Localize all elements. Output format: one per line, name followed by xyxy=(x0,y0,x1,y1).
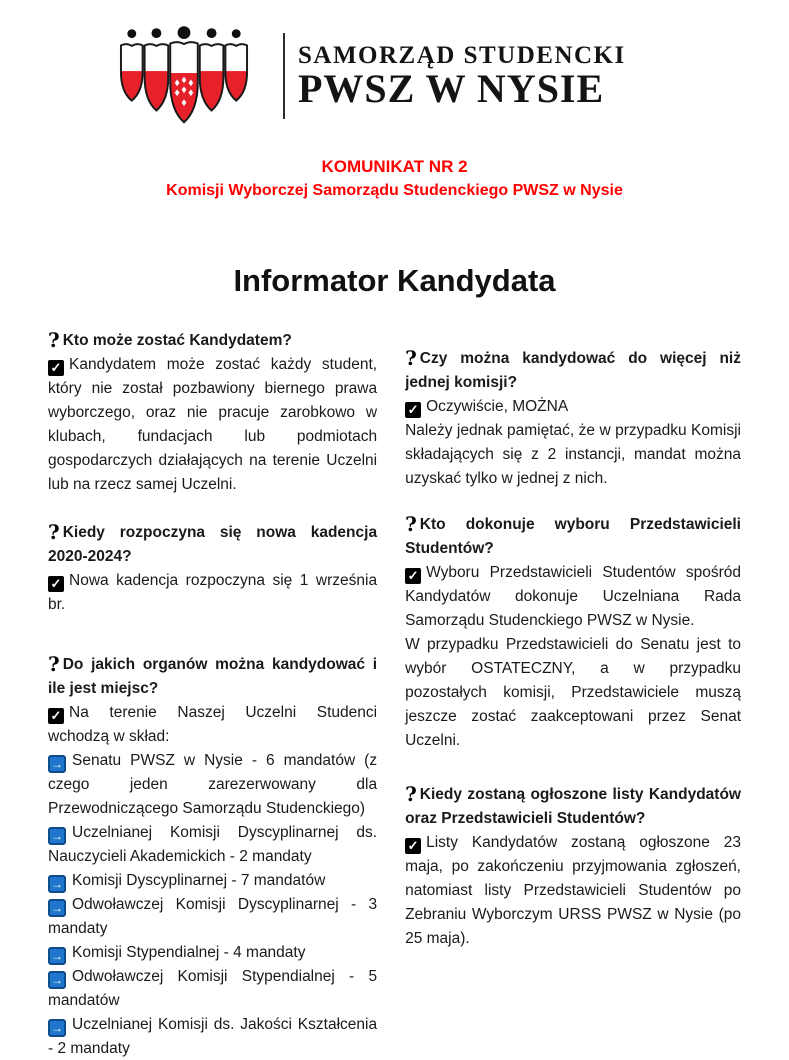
answer-text: Wyboru Przedstawicieli Studentów spośród Kandydatów dokonuje Uczelniana Rada Samorządu Studenckiego PWSZ w Nysie. xyxy=(405,564,741,629)
list-item-text: Odwoławczej Komisji Stypendialnej - 5 mandatów xyxy=(48,968,378,1009)
list-item xyxy=(48,1013,377,1060)
list-item-text: Uczelnianej Komisji Dyscyplinarnej ds. Nauczycieli Akademickich - 2 mandaty xyxy=(48,824,378,865)
notice-subtitle: Komisji Wyborczej Samorządu Studenckiego PWSZ w Nysie xyxy=(166,182,623,199)
question-text: Czy można kandydować do więcej niż jednej komisji? xyxy=(405,350,741,391)
question-text: Kto dokonuje wyboru Przedstawicieli Studentów? xyxy=(405,516,741,557)
answer-paragraph xyxy=(48,701,377,749)
question-heading xyxy=(48,653,377,701)
content-columns xyxy=(48,329,741,1060)
checkbox-icon: ✓ xyxy=(405,568,421,584)
list-item xyxy=(48,893,377,941)
notice-header xyxy=(0,157,789,200)
answer-paragraph xyxy=(405,831,741,951)
arrow-icon: → xyxy=(48,947,66,965)
header-logo xyxy=(118,25,789,127)
notice-title: KOMUNIKAT NR 2 xyxy=(321,157,468,176)
arrow-icon: → xyxy=(48,971,66,989)
answer-paragraph xyxy=(405,561,741,633)
page-title: Informator Kandydata xyxy=(233,263,556,298)
answer-paragraph xyxy=(48,569,377,617)
section-who-can-be-candidate xyxy=(48,329,377,497)
question-mark-icon: ? xyxy=(405,346,417,370)
logo-text xyxy=(298,42,626,110)
question-text: Do jakich organów można kandydować i ile jest miejsc? xyxy=(48,656,378,697)
answer-text: Listy Kandydatów zostaną ogłoszone 23 maja, po zakończeniu przyjmowania zgłoszeń, natomiast listy Przedstawicieli Studentów po Zebraniu Wyborczym URSS PWSZ w Nysie (po 25 maja). xyxy=(405,834,741,947)
answer-paragraph xyxy=(48,353,377,497)
section-multiple-commissions xyxy=(405,347,741,491)
section-new-term xyxy=(48,521,377,617)
arrow-icon: → xyxy=(48,1019,66,1037)
question-text: Kiedy rozpoczyna się nowa kadencja 2020-2024? xyxy=(48,524,378,565)
answer-text: Kandydatem może zostać każdy student, który nie został pozbawiony biernego prawa wyborczego, oraz nie pracuje zarobkowo w klubach, fundacjach lub podmiotach gospodarczych działających na terenie Uczelni lub na rzecz samej Uczelni. xyxy=(48,356,378,493)
question-heading xyxy=(405,783,741,831)
list-item xyxy=(48,869,377,893)
arrow-icon: → xyxy=(48,875,66,893)
logo-divider xyxy=(283,33,285,119)
logo-org-name: SAMORZĄD STUDENCKI xyxy=(298,41,626,69)
section-bodies-and-seats xyxy=(48,653,377,1060)
arrow-icon: → xyxy=(48,755,66,773)
section-who-elects-representatives xyxy=(405,513,741,753)
checkbox-icon: ✓ xyxy=(48,360,64,376)
answer-paragraph-2: Należy jednak pamiętać, że w przypadku Komisji składających się z 2 instancji, mandat można uzyskać tylko w jednej z nich. xyxy=(405,422,741,487)
right-column xyxy=(405,329,741,1060)
question-heading xyxy=(405,513,741,561)
section-when-lists-announced xyxy=(405,783,741,951)
crest-shields-icon xyxy=(118,25,250,127)
arrow-icon: → xyxy=(48,827,66,845)
checkbox-icon: ✓ xyxy=(405,838,421,854)
list-item-text: Odwoławczej Komisji Dyscyplinarnej - 3 mandaty xyxy=(48,896,378,937)
list-item-text: Senatu PWSZ w Nysie - 6 mandatów (z czego jeden zarezerwowany dla Przewodniczącego Samorządu Studenckiego) xyxy=(48,752,378,817)
answer-text: Nowa kadencja rozpoczyna się 1 września br. xyxy=(48,572,378,613)
question-heading xyxy=(48,521,377,569)
question-mark-icon: ? xyxy=(405,782,417,806)
list-item-text: Komisji Dyscyplinarnej - 7 mandatów xyxy=(72,872,326,889)
answer-text: Na terenie Naszej Uczelni Studenci wchodzą w skład: xyxy=(48,704,378,745)
answer-text: Oczywiście, MOŻNA xyxy=(426,398,569,415)
logo-school-name: PWSZ W NYSIE xyxy=(298,66,605,112)
question-text: Kto może zostać Kandydatem? xyxy=(62,332,292,349)
checkbox-icon: ✓ xyxy=(405,402,421,418)
list-item-text: Uczelnianej Komisji ds. Jakości Kształcenia - 2 mandaty xyxy=(48,1016,378,1057)
checkbox-icon: ✓ xyxy=(48,708,64,724)
checkbox-icon: ✓ xyxy=(48,576,64,592)
arrow-icon: → xyxy=(48,899,66,917)
question-text: Kiedy zostaną ogłoszone listy Kandydatów oraz Przedstawicieli Studentów? xyxy=(405,786,741,827)
left-column xyxy=(48,329,377,1060)
question-heading xyxy=(48,329,377,353)
list-item xyxy=(48,821,377,869)
question-mark-icon: ? xyxy=(405,512,417,536)
answer-paragraph-2: W przypadku Przedstawicieli do Senatu jest to wybór OSTATECZNY, a w przypadku pozostałych komisji, Przedstawiciele muszą jeszcze zostać zaakceptowani przez Senat Uczelni. xyxy=(405,636,741,749)
list-item xyxy=(48,941,377,965)
answer-paragraph xyxy=(405,395,741,419)
list-item xyxy=(48,749,377,821)
question-heading xyxy=(405,347,741,395)
list-item-text: Komisji Stypendialnej - 4 mandaty xyxy=(72,944,306,961)
list-item xyxy=(48,965,377,1013)
question-mark-icon: ? xyxy=(48,652,60,676)
question-mark-icon: ? xyxy=(48,328,60,352)
question-mark-icon: ? xyxy=(48,520,60,544)
